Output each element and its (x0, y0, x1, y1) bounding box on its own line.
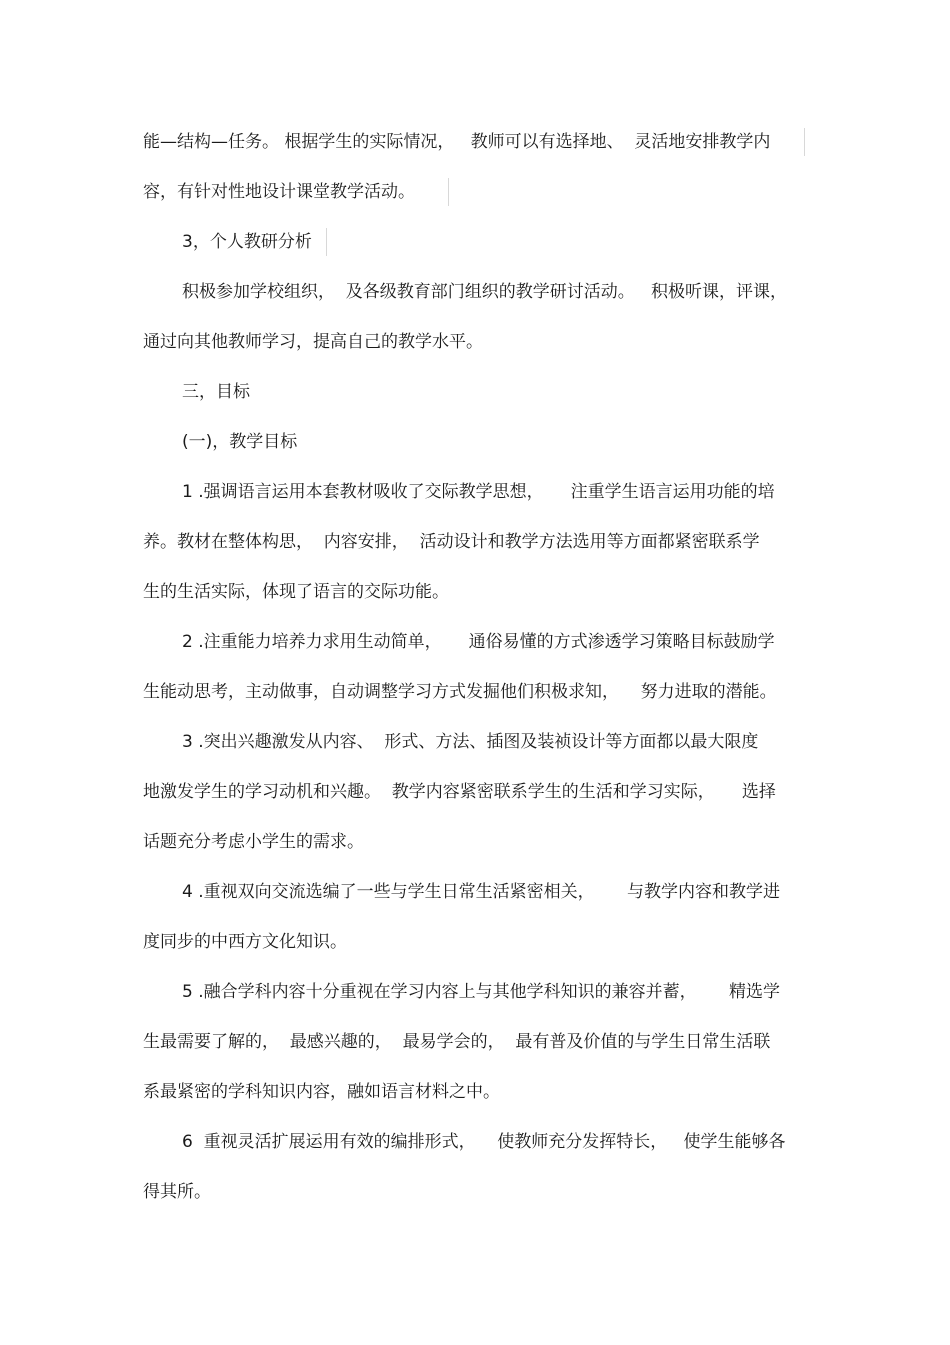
line-edge-mark (804, 128, 805, 156)
text-line: 养。教材在整体构思， 内容安排， 活动设计和教学方法选用等方面都紧密联系学 (143, 532, 760, 552)
text-line: 地激发学生的学习动机和兴趣。 教学内容紧密联系学生的生活和学习实际， 选择 (143, 782, 776, 802)
text-line: 4 .重视双向交流选编了一些与学生日常生活紧密相关， 与教学内容和教学进 (182, 882, 781, 902)
text-line: 通过向其他教师学习，提高自己的教学水平。 (143, 332, 483, 352)
line-edge-mark (448, 178, 449, 206)
text-line: 3 .突出兴趣激发从内容、 形式、方法、插图及装祯设计等方面都以最大限度 (182, 732, 759, 752)
text-line: 容，有针对性地设计课堂教学活动。 (143, 182, 415, 202)
text-line: 生的生活实际，体现了语言的交际功能。 (143, 582, 449, 602)
text-line: 生最需要了解的， 最感兴趣的， 最易学会的， 最有普及价值的与学生日常生活联 (143, 1032, 771, 1052)
subsection-heading: (一)，教学目标 (182, 432, 298, 452)
section-heading: 3，个人教研分析 (182, 232, 312, 252)
text-line: 5 .融合学科内容十分重视在学习内容上与其他学科知识的兼容并蓄， 精选学 (182, 982, 781, 1002)
section-heading: 三，目标 (182, 382, 250, 402)
text-line: 系最紧密的学科知识内容，融如语言材料之中。 (143, 1082, 500, 1102)
text-line: 积极参加学校组织， 及各级教育部门组织的教学研讨活动。 积极听课，评课， (182, 282, 788, 302)
text-line: 能—结构—任务。 根据学生的实际情况， 教师可以有选择地、 灵活地安排教学内 (143, 132, 771, 152)
line-edge-mark (326, 228, 327, 256)
text-line: 话题充分考虑小学生的需求。 (143, 832, 364, 852)
text-line: 生能动思考，主动做事，自动调整学习方式发掘他们积极求知， 努力进取的潜能。 (143, 682, 777, 702)
text-line: 度同步的中西方文化知识。 (143, 932, 347, 952)
text-line: 6 重视灵活扩展运用有效的编排形式， 使教师充分发挥特长， 使学生能够各 (182, 1132, 786, 1152)
text-line: 2 .注重能力培养力求用生动简单， 通俗易懂的方式渗透学习策略目标鼓励学 (182, 632, 775, 652)
text-line: 得其所。 (143, 1182, 211, 1202)
text-line: 1 .强调语言运用本套教材吸收了交际教学思想， 注重学生语言运用功能的培 (182, 482, 775, 502)
